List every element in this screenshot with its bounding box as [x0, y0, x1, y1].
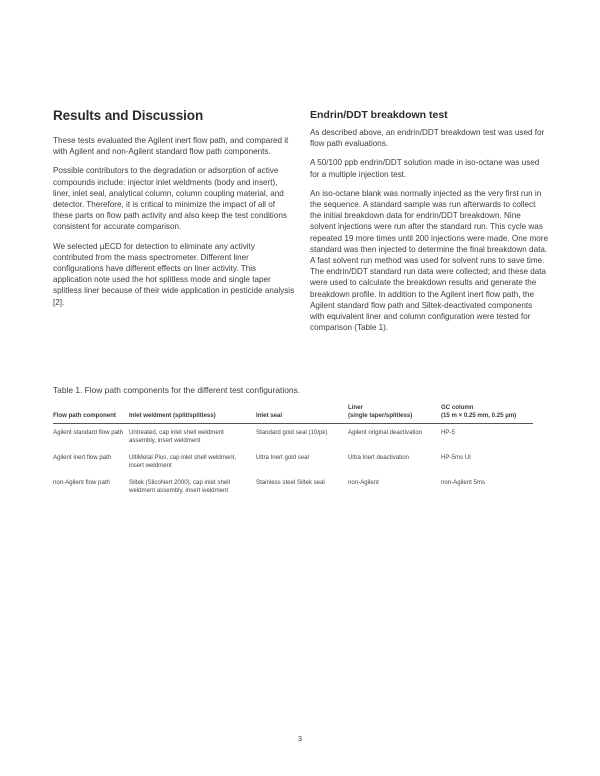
paragraph: As described above, an endrin/DDT breakdown test was used for flow path evaluations.: [310, 128, 545, 149]
table-cell: HP-5ms UI: [441, 454, 471, 461]
table-cell: Ultra Inert deactivation: [348, 454, 409, 461]
right-column: [310, 108, 548, 341]
table-cell: HP-5: [441, 429, 455, 436]
column-header: Liner (single taper/splitless): [348, 404, 441, 424]
table-cell: Stainless steel Siltek seal: [256, 479, 325, 486]
paragraph: We selected µECD for detection to eliminate any activity contributed from the mass spectrometer. Different liner configurations have different effects on liner activity. This application note used the hot splitless mode and single taper splitless liner because of their wide application in pesticide analysis [2].: [53, 241, 295, 307]
table-cell: Ultra Inert gold seal: [256, 454, 309, 461]
column-header: Inlet seal: [256, 404, 348, 424]
components-table: [53, 404, 533, 499]
table-row: [53, 449, 533, 474]
table-row: [53, 424, 533, 450]
section-heading-results: Results and Discussion: [53, 108, 204, 123]
table-cell: Standard gold seal (10/pk): [256, 429, 328, 436]
section-heading-breakdown-test: Endrin/DDT breakdown test: [310, 109, 448, 121]
page-number: 3: [297, 734, 303, 743]
column-header: GC column (15 m × 0.25 mm, 0.25 µm): [441, 404, 533, 424]
table-cell: non-Agilent flow path: [53, 479, 110, 486]
table-section: [53, 385, 533, 499]
paragraph: Possible contributors to the degradation or adsorption of active compounds include: injector inlet weldments (body and insert), liner, inlet seal, analytical column, column coupling material, and detector. Therefore, it is critical to minimize the impact of all of these parts on flow path activity and also keep the test conditions consistent for accurate comparison.: [53, 166, 287, 232]
paragraph: A 50/100 ppb endrin/DDT solution made in iso-octane was used for a multiple injection test.: [310, 158, 540, 179]
table-cell: non-Agilent: [348, 479, 379, 486]
table-row: [53, 474, 533, 499]
table-header-row: [53, 404, 533, 424]
table-cell: Agilent standard flow path: [53, 429, 124, 436]
column-header: Inlet weldment (split/splitless): [129, 404, 256, 424]
paragraph: An iso-octane blank was normally injected as the very first run in the sequence. A standard sample was run afterwards to collect the initial breakdown data for endrin/DDT breakdown. Nine solvent injections were run after the standard run. This cycle was repeated 19 more times until 200 injections were made. One more standard was then injected to determine the final breakdown data. A fast solvent run method was used for solvent runs to save time. The endrin/DDT standard run data were collected; and these data were used to calculate the breakdown results and generate the breakdown profile. In addition to the Agilent inert flow path, the Agilent standard flow path and Siltek-deactivated components with equivalent liner and column configuration were tested for comparison (Table 1).: [310, 188, 549, 333]
paragraph: These tests evaluated the Agilent inert flow path, and compared it with Agilent and non-Agilent standard flow path components.: [53, 136, 289, 157]
table-cell: Agilent original deactivation: [348, 429, 423, 436]
table-caption: Table 1. Flow path components for the different test configurations.: [53, 385, 301, 395]
table-cell: UltiMetal Plus, cap inlet shell weldment, insert weldment: [129, 454, 237, 469]
left-column: [53, 108, 296, 316]
table-cell: Untreated, cap inlet shell weldment assembly, insert weldment: [129, 429, 224, 444]
table-cell: Agilent inert flow path: [53, 454, 112, 461]
table-cell: Siltek (SilcoNert 2000), cap inlet shell weldment assembly, insert weldment: [129, 479, 230, 494]
column-header: Flow path component: [53, 404, 129, 424]
table-cell: non-Agilent 5ms: [441, 479, 486, 486]
